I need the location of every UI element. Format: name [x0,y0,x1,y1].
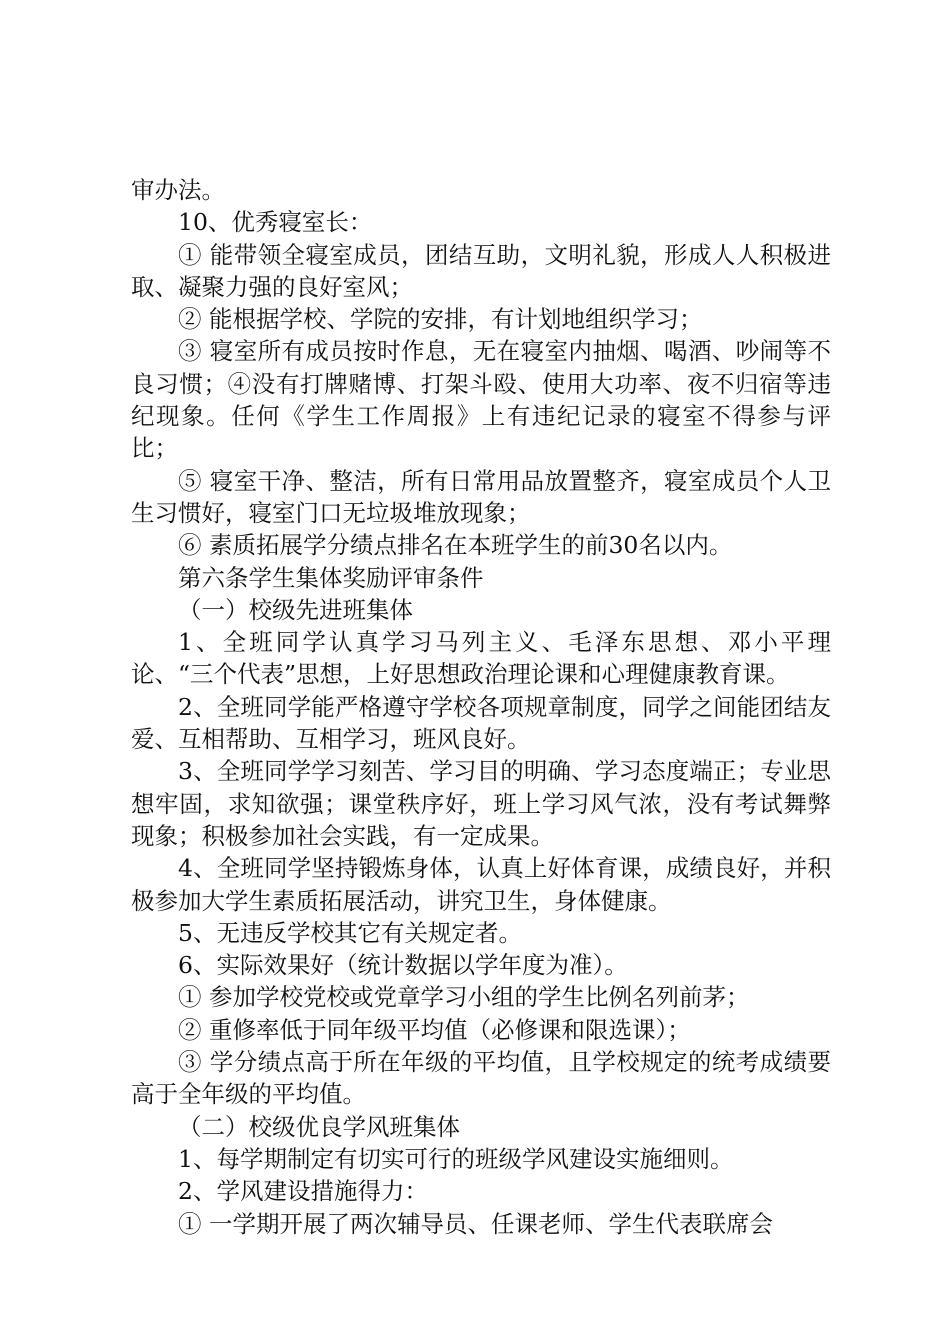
paragraph: 5、无违反学校其它有关规定者。 [178,918,522,947]
paragraph: ① 参加学校党校或党章学习小组的学生比例名列前茅； [178,983,750,1012]
paragraph: ③ 学分绩点高于所在年级的平均值，且学校规定的统考成绩要高于全年级的平均值。 [131,1048,831,1109]
document-body [131,174,831,1240]
paragraph: （一）校级先进班集体 [178,595,413,624]
paragraph: ② 能根据学校、学院的安排，有计划地组织学习； [178,305,703,334]
paragraph: 审办法。 [131,176,225,204]
paragraph: ⑤ 寝室干净、整洁，所有日常用品放置整齐，寝室成员个人卫生习惯好，寝室门口无垃圾堆放现象； [131,466,831,527]
paragraph: 1、每学期制定有切实可行的班级学风建设实施细则。 [178,1144,734,1173]
paragraph: 4、全班同学坚持锻炼身体，认真上好体育课，成绩良好，并积极参加大学生素质拓展活动，讲究卫生，身体健康。 [131,854,831,915]
paragraph: ① 能带领全寝室成员，团结互助，文明礼貌，形成人人积极进取、凝聚力强的良好室风； [131,240,831,301]
paragraph: （二）校级优良学风班集体 [178,1112,460,1141]
paragraph: 1、全班同学认真学习马列主义、毛泽东思想、邓小平理论、“三个代表”思想，上好思想政治理论课和心理健康教育课。 [131,628,831,689]
paragraph: ③ 寝室所有成员按时作息，无在寝室内抽烟、喝酒、吵闹等不良习惯；④没有打牌赌博、打架斗殴、使用大功率、夜不归宿等违纪现象。任何《学生工作周报》上有违纪记录的寝室不得参与评比； [131,337,831,463]
paragraph: 6、实际效果好（统计数据以学年度为准）。 [178,951,628,980]
paragraph: 2、学风建设措施得力： [178,1177,428,1206]
paragraph: 2、全班同学能严格遵守学校各项规章制度，同学之间能团结友爱、互相帮助、互相学习，班风良好。 [131,692,831,754]
paragraph: 10、优秀寝室长： [178,208,373,237]
paragraph: ② 重修率低于同年级平均值（必修课和限选课）； [178,1015,691,1044]
paragraph: 3、全班同学学习刻苦、学习目的明确、学习态度端正；专业思想牢固，求知欲强；课堂秩序好，班上学习风气浓，没有考试舞弊现象；积极参加社会实践，有一定成果。 [131,757,831,850]
paragraph: ⑥ 素质拓展学分绩点排名在本班学生的前30名以内。 [178,531,733,560]
paragraph: 第六条学生集体奖励评审条件 [178,563,484,592]
paragraph: ① 一学期开展了两次辅导员、任课老师、学生代表联席会 [178,1209,773,1238]
